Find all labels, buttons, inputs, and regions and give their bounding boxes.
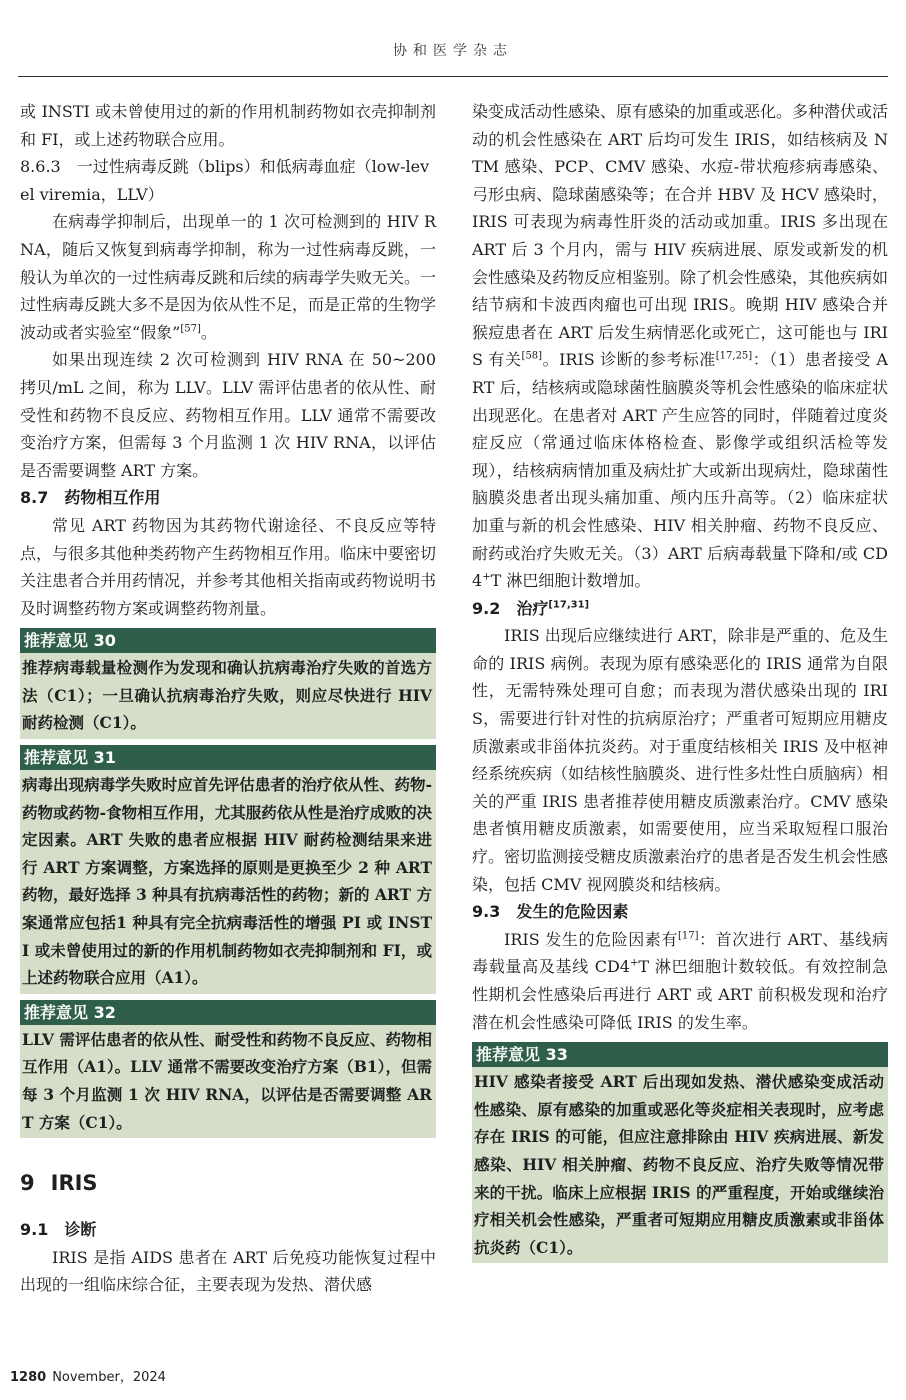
section-title: 发生的危险因素 (516, 902, 629, 922)
citation: [57] (180, 323, 201, 335)
paragraph-text: 在病毒学抑制后，出现单一的 1 次可检测到的 HIV RNA，随后又恢复到病毒学抑制，称为一过性病毒反跳，一般认为单次的一过性病毒反跳和后续的病毒学失败无关。一过性病毒反跳大多不是因为依从性不足，而是正常的生物学波动或者实验室“假象” (20, 212, 437, 342)
paragraph-blips (20, 208, 436, 346)
citation: [17] (677, 930, 699, 942)
paragraph-text: ：（1）患者接受 ART 后，结核病或隐球菌性脑膜炎等机会性感染的临床症状出现恶化。在患者对 ART 产生应答的同时，伴随着过度炎症反应（常通过临床体格检查、影像学或组织活检等发现），结核病病情加重及病灶扩大或新出现病灶，隐球菌性脑膜炎患者出现头痛加重、颅内压升高等。（2）临床症状加重与新的机会性感染、HIV 相关肿瘤、药物不良反应、耐药或治疗失败无关。（3）ART 后病毒载量下降和/或 CD4 (472, 350, 888, 591)
recommendation-body: LLV 需评估患者的依从性、耐受性和药物不良反应、药物相互作用（A1）。LLV 通常不需要改变治疗方案（B1），但需每 3 个月监测 1 次 HIV RNA，以评估是否需要调整 ART 方案（C1）。 (20, 1025, 436, 1138)
paragraph-text: T 淋巴细胞计数较低。有效控制急性期机会性感染后再进行 ART 或 ART 前积极发现和治疗潜在机会性感染可降低 IRIS 的发生率。 (472, 957, 888, 1032)
page-footer (10, 1366, 166, 1385)
paragraph-risk-factors (472, 926, 888, 1036)
recommendation-body: 推荐病毒载量检测作为发现和确认抗病毒治疗失败的首选方法（C1）；一旦确认抗病毒治疗失败，则应尽快进行 HIV 耐药检测（C1）。 (20, 653, 436, 739)
issue-date: November，2024 (52, 1370, 166, 1385)
section-title: 治疗 (516, 598, 549, 618)
recommendation-33 (472, 1042, 888, 1263)
paragraph-text: ：首次进行 ART、基线病毒载量高及基线 CD4 (472, 929, 888, 977)
section-9-2-heading (472, 595, 888, 623)
section-9-1-heading (20, 1216, 436, 1244)
section-9-heading (20, 1168, 436, 1198)
page-number: 1280 (10, 1370, 47, 1385)
section-number: 9.2 (472, 598, 501, 618)
section-8-7-heading (20, 484, 436, 512)
recommendation-31 (20, 745, 436, 994)
superscript: + (629, 958, 639, 970)
section-number: 9.1 (20, 1220, 49, 1240)
recommendation-heading: 推荐意见 33 (472, 1042, 888, 1067)
header-divider (18, 76, 888, 77)
section-8-6-3-heading: 8.6.3 一过性病毒反跳（blips）和低病毒血症（low-level viremia，LLV） (20, 157, 430, 204)
paragraph-iris-treatment: IRIS 出现后应继续进行 ART，除非是严重的、危及生命的 IRIS 病例。表现为原有感染恶化的 IRIS 通常为自限性，无需特殊处理可自愈；而表现为潜伏感染出现的 IRIS，需要进行针对性的抗病原治疗；严重者可短期应用糖皮质激素或非甾体抗炎药。对于重度结核相关 IRIS 及中枢神经系统疾病（如结核性脑膜炎、进行性多灶性白质脑病）相关的严重 IRIS 患者推荐使用糖皮质激素治疗。CMV 感染患者慎用糖皮质激素，如需要使用，应当采取短程口服治疗。密切监测接受糖皮质激素治疗的患者是否发生机会性感染，包括 CMV 视网膜炎和结核病。 (472, 626, 889, 894)
paragraph-iris-definition: IRIS 是指 AIDS 患者在 ART 后免疫功能恢复过程中出现的一组临床综合征，主要表现为发热、潜伏感 (20, 1247, 436, 1295)
paragraph-iris-diagnosis (472, 98, 888, 595)
section-number: 9.3 (472, 902, 501, 922)
section-title: 诊断 (64, 1220, 97, 1240)
recommendation-body: HIV 感染者接受 ART 后出现如发热、潜伏感染变成活动性感染、原有感染的加重或恶化等炎症相关表现时，应考虑存在 IRIS 的可能，但应注意排除由 HIV 疾病进展、新发感染、HIV 相关肿瘤、药物不良反应、治疗失败等情况带来的干扰。临床上应根据 IRIS 的严重程度，开始或继续治疗相关机会性感染，严重者可短期应用糖皮质激素或非甾体抗炎药（C1）。 (472, 1067, 888, 1263)
citation: [17,31] (548, 599, 590, 611)
section-number: 9 (20, 1171, 35, 1196)
right-column (472, 98, 888, 1263)
section-title: 药物相互作用 (64, 488, 161, 508)
paragraph-continued: 或 INSTI 或未曾使用过的新的作用机制药物如衣壳抑制剂和 FI，或上述药物联合应用。 (20, 102, 436, 149)
recommendation-30 (20, 628, 436, 739)
paragraph-text: 。IRIS 诊断的参考标准 (542, 350, 716, 370)
citation: [17,25] (715, 351, 753, 363)
recommendation-body: 病毒出现病毒学失败时应首先评估患者的治疗依从性、药物-药物或药物-食物相互作用，尤其服药依从性是治疗成败的决定因素。ART 失败的患者应根据 HIV 耐药检测结果来进行 ART 方案调整，方案选择的原则是更换至少 2 种 ART 药物，最好选择 3 种具有抗病毒活性的药物；新的 ART 方案通常应包括1 种具有完全抗病毒活性的增强 PI 或 INSTI 或未曾使用过的新的作用机制药物如衣壳抑制剂和 FI，或上述药物联合应用（A1）。 (20, 770, 436, 994)
recommendation-heading: 推荐意见 31 (20, 745, 436, 770)
paragraph-text: IRIS 发生的危险因素有 (504, 929, 678, 949)
section-number: 8.7 (20, 488, 49, 508)
left-column (20, 98, 436, 1299)
paragraph-drug-interactions: 常见 ART 药物因为其药物代谢途径、不良反应等特点，与很多其他种类药物产生药物相互作用。临床中要密切关注患者合并用药情况，并参考其他相关指南或药物说明书及时调整药物方案或调整药物剂量。 (20, 515, 437, 618)
section-9-3-heading (472, 898, 888, 926)
paragraph-text: T 淋巴细胞计数增加。 (490, 571, 651, 591)
recommendation-32 (20, 1000, 436, 1138)
paragraph-text: 。 (200, 322, 217, 342)
superscript: + (482, 571, 491, 583)
citation: [58] (521, 351, 543, 363)
recommendation-heading: 推荐意见 30 (20, 628, 436, 653)
paragraph-text: 染变成活动性感染、原有感染的加重或恶化。多种潜伏或活动的机会性感染在 ART 后均可发生 IRIS，如结核病及 NTM 感染、PCP、CMV 感染、水痘-带状疱疹病毒感染、弓形虫病、隐球菌感染等；在合并 HBV 及 HCV 感染时，IRIS 可表现为病毒性肝炎的活动或加重。IRIS 多出现在 ART 后 3 个月内，需与 HIV 疾病进展、原发或新发的机会性感染及药物反应相鉴别。除了机会性感染，其他疾病如结节病和卡波西肉瘤也可出现 IRIS。晚期 HIV 感染合并猴痘患者在 ART 后发生病情恶化或死亡，这可能也与 IRIS 有关 (472, 102, 889, 370)
paragraph-llv: 如果出现连续 2 次可检测到 HIV RNA 在 50~200 拷贝/mL 之间，称为 LLV。LLV 需评估患者的依从性、耐受性和药物不良反应、药物相互作用。LLV 通常不需要改变治疗方案，但需每 3 个月监测 1 次 HIV RNA，以评估是否需要调整 ART 方案。 (20, 350, 436, 480)
recommendation-heading: 推荐意见 32 (20, 1000, 436, 1025)
section-title: IRIS (50, 1171, 98, 1196)
journal-title: 协和医学杂志 (393, 43, 513, 59)
